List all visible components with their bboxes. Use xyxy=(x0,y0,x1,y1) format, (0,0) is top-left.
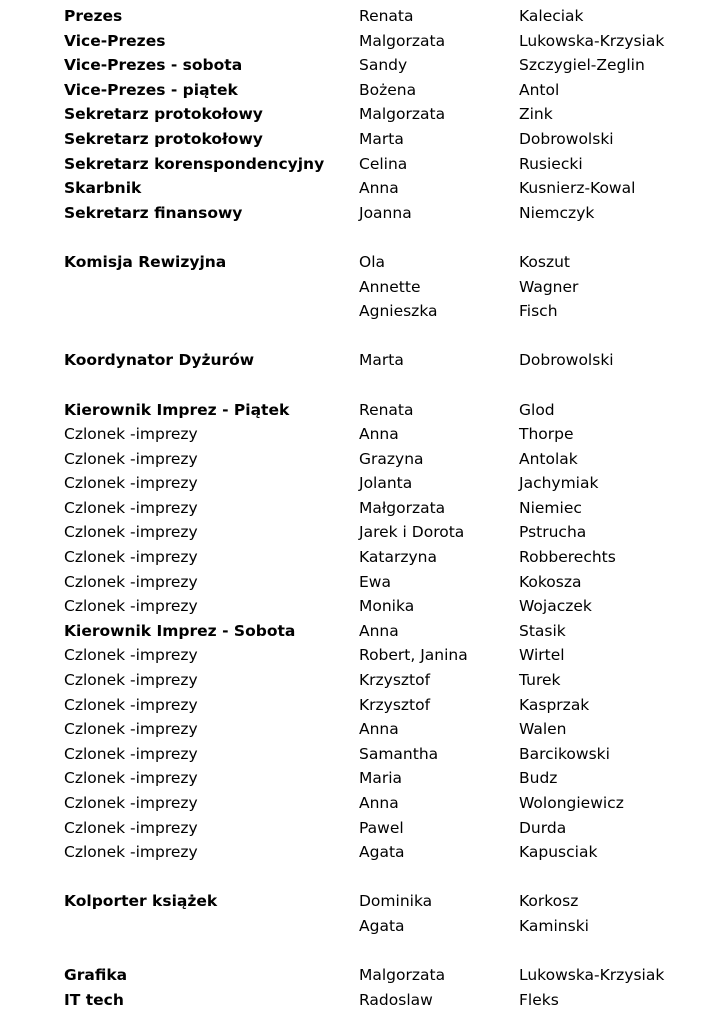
first-name: Marta xyxy=(359,351,404,370)
first-name: Radoslaw xyxy=(359,990,433,1009)
first-name: Malgorzata xyxy=(359,966,446,985)
roster-row xyxy=(64,299,704,324)
role-label: Czlonek -imprezy xyxy=(64,744,198,763)
roster-row xyxy=(64,250,704,275)
roster-row xyxy=(64,963,704,988)
role-label: Kierownik Imprez - Piątek xyxy=(64,400,290,419)
first-name: Maria xyxy=(359,769,403,788)
roster-row xyxy=(64,127,704,152)
last-name: Wojaczek xyxy=(519,597,592,616)
last-name: Niemczyk xyxy=(519,203,595,222)
last-name: Rusiecki xyxy=(519,154,583,173)
role-label: Czlonek -imprezy xyxy=(64,548,198,567)
first-name: Anna xyxy=(359,720,399,739)
roster-row xyxy=(64,816,704,841)
last-name: Robberechts xyxy=(519,548,616,567)
role-label: Czlonek -imprezy xyxy=(64,818,198,837)
first-name: Anna xyxy=(359,794,399,812)
roster-row xyxy=(64,914,704,939)
role-label: Sekretarz korenspondencyjny xyxy=(64,154,325,173)
role-label: IT tech xyxy=(64,990,124,1009)
last-name: Szczygiel-Zeglin xyxy=(519,56,645,75)
roster-row xyxy=(64,643,704,668)
role-label: Czlonek -imprezy xyxy=(64,671,198,690)
roster-row xyxy=(64,496,704,521)
role-label: Czlonek -imprezy xyxy=(64,597,198,616)
first-name: Marta xyxy=(359,129,404,148)
first-name: Agata xyxy=(359,916,405,935)
roster-row xyxy=(64,471,704,496)
first-name: Malgorzata xyxy=(359,105,446,124)
first-name: Renata xyxy=(359,400,414,419)
last-name: Walen xyxy=(519,720,567,739)
last-name: Stasik xyxy=(519,621,566,640)
first-name: Pawel xyxy=(359,818,404,837)
last-name: Jachymiak xyxy=(519,474,599,493)
roster-row xyxy=(64,840,704,865)
first-name: Celina xyxy=(359,154,408,173)
first-name: Renata xyxy=(359,7,414,25)
last-name: Korkosz xyxy=(519,892,579,911)
role-label: Czlonek -imprezy xyxy=(64,425,198,444)
roster-row xyxy=(64,102,704,127)
first-name: Bożena xyxy=(359,80,417,99)
roster-row xyxy=(64,29,704,54)
role-label: Czlonek -imprezy xyxy=(64,646,198,665)
roster-row xyxy=(64,447,704,472)
roster-row xyxy=(64,889,704,914)
first-name: Annette xyxy=(359,277,421,296)
roster-row xyxy=(64,594,704,619)
role-label: Czlonek -imprezy xyxy=(64,720,198,739)
spacer-row xyxy=(64,225,704,250)
role-label: Komisja Rewizyjna xyxy=(64,252,227,271)
role-label: Sekretarz protokołowy xyxy=(64,129,263,148)
role-label: Czlonek -imprezy xyxy=(64,572,198,591)
roster-row xyxy=(64,545,704,570)
first-name: Anna xyxy=(359,179,399,198)
spacer-row xyxy=(64,324,704,349)
first-name: Robert, Janina xyxy=(359,646,468,665)
role-label: Skarbnik xyxy=(64,179,142,198)
roster-row xyxy=(64,422,704,447)
last-name: Durda xyxy=(519,818,567,837)
role-label: Vice-Prezes - sobota xyxy=(64,56,243,75)
role-label: Czlonek -imprezy xyxy=(64,794,198,812)
last-name: Zink xyxy=(519,105,553,124)
role-label: Czlonek -imprezy xyxy=(64,523,198,542)
first-name: Agata xyxy=(359,843,405,862)
last-name: Lukowska-Krzysiak xyxy=(519,966,665,985)
roster-row xyxy=(64,348,704,373)
role-label: Czlonek -imprezy xyxy=(64,449,198,468)
last-name: Kaminski xyxy=(519,916,589,935)
role-label: Czlonek -imprezy xyxy=(64,474,198,493)
last-name: Kaleciak xyxy=(519,7,584,25)
last-name: Lukowska-Krzysiak xyxy=(519,31,665,50)
roster-row xyxy=(64,53,704,78)
roster-row xyxy=(64,176,704,201)
first-name: Malgorzata xyxy=(359,31,446,50)
last-name: Wolongiewicz xyxy=(519,794,624,812)
roster-row xyxy=(64,520,704,545)
first-name: Joanna xyxy=(359,203,412,222)
first-name: Dominika xyxy=(359,892,433,911)
first-name: Katarzyna xyxy=(359,548,437,567)
roster-row xyxy=(64,668,704,693)
roster-row xyxy=(64,619,704,644)
roster-table xyxy=(64,4,704,1012)
roster-row xyxy=(64,717,704,742)
roster-row xyxy=(64,275,704,300)
roster-row xyxy=(64,766,704,791)
roster-row xyxy=(64,742,704,767)
first-name: Samantha xyxy=(359,744,439,763)
first-name: Grazyna xyxy=(359,449,424,468)
roster-row xyxy=(64,398,704,423)
last-name: Thorpe xyxy=(519,425,574,444)
spacer-row xyxy=(64,939,704,964)
last-name: Koszut xyxy=(519,252,570,271)
role-label: Kolporter książek xyxy=(64,892,218,911)
role-label: Vice-Prezes xyxy=(64,31,166,50)
role-label: Prezes xyxy=(64,7,123,25)
last-name: Antolak xyxy=(519,449,578,468)
first-name: Krzysztof xyxy=(359,695,431,714)
first-name: Małgorzata xyxy=(359,498,446,517)
role-label: Kierownik Imprez - Sobota xyxy=(64,621,296,640)
last-name: Kusnierz-Kowal xyxy=(519,179,636,198)
role-label: Czlonek -imprezy xyxy=(64,498,198,517)
role-label: Czlonek -imprezy xyxy=(64,695,198,714)
roster-row xyxy=(64,201,704,226)
first-name: Anna xyxy=(359,425,399,444)
spacer-row xyxy=(64,373,704,398)
last-name: Kasprzak xyxy=(519,695,590,714)
last-name: Pstrucha xyxy=(519,523,587,542)
last-name: Fleks xyxy=(519,990,559,1009)
roster-row xyxy=(64,791,704,816)
first-name: Anna xyxy=(359,621,399,640)
role-label: Czlonek -imprezy xyxy=(64,843,198,862)
role-label: Sekretarz finansowy xyxy=(64,203,243,222)
first-name: Ewa xyxy=(359,572,391,591)
first-name: Ola xyxy=(359,252,386,271)
last-name: Antol xyxy=(519,80,560,99)
last-name: Dobrowolski xyxy=(519,351,614,370)
last-name: Fisch xyxy=(519,302,558,321)
roster-row xyxy=(64,78,704,103)
role-label: Czlonek -imprezy xyxy=(64,769,198,788)
roster-row xyxy=(64,988,704,1013)
first-name: Sandy xyxy=(359,56,408,75)
last-name: Wirtel xyxy=(519,646,565,665)
last-name: Barcikowski xyxy=(519,744,610,763)
roster-row xyxy=(64,693,704,718)
last-name: Dobrowolski xyxy=(519,129,614,148)
roster-row xyxy=(64,4,704,29)
first-name: Monika xyxy=(359,597,415,616)
roster-row xyxy=(64,570,704,595)
role-label: Sekretarz protokołowy xyxy=(64,105,263,124)
last-name: Niemiec xyxy=(519,498,582,517)
role-label: Koordynator Dyżurów xyxy=(64,351,255,370)
role-label: Vice-Prezes - piątek xyxy=(64,80,238,99)
last-name: Glod xyxy=(519,400,555,419)
first-name: Krzysztof xyxy=(359,671,431,690)
last-name: Wagner xyxy=(519,277,579,296)
last-name: Kapusciak xyxy=(519,843,598,862)
first-name: Jarek i Dorota xyxy=(359,523,465,542)
last-name: Kokosza xyxy=(519,572,582,591)
last-name: Budz xyxy=(519,769,558,788)
spacer-row xyxy=(64,865,704,890)
last-name: Turek xyxy=(519,671,561,690)
roster-row xyxy=(64,152,704,177)
first-name: Jolanta xyxy=(359,474,413,493)
role-label: Grafika xyxy=(64,966,128,985)
first-name: Agnieszka xyxy=(359,302,438,321)
